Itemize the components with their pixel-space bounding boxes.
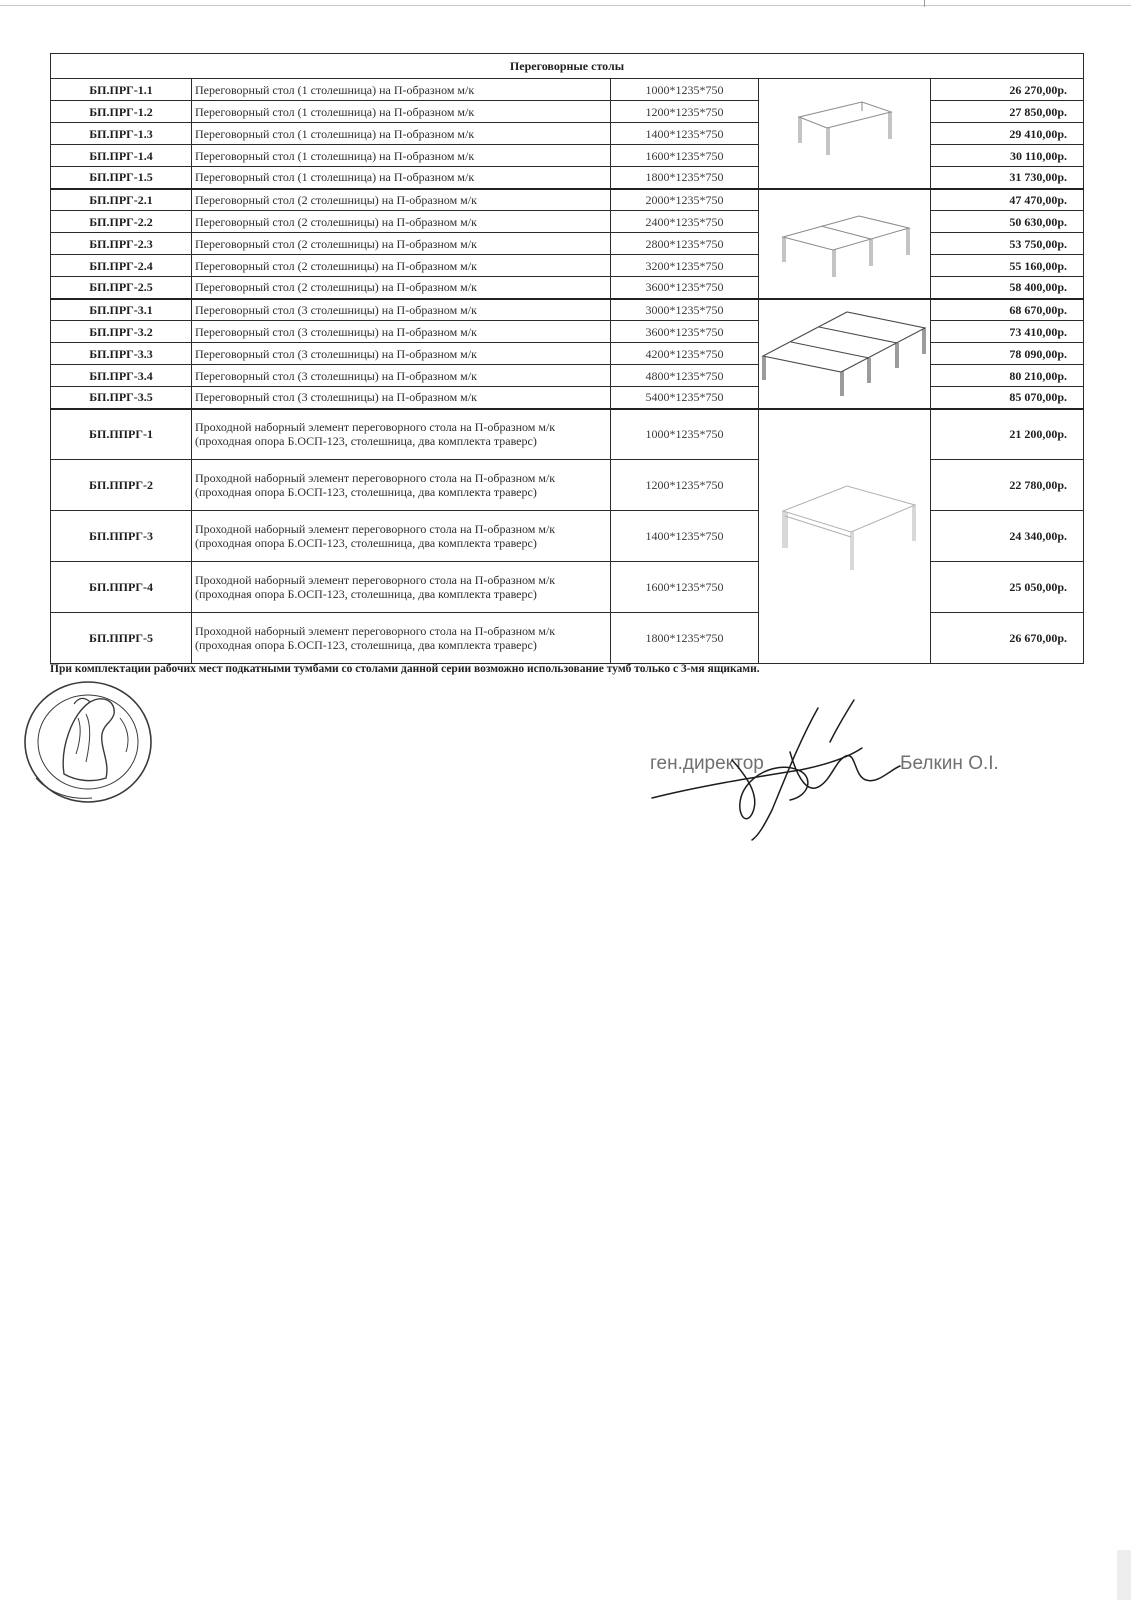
item-price: 68 670,00р. [931,299,1084,321]
item-code: БП.ПРГ-1.2 [51,101,192,123]
item-price: 22 780,00р. [931,460,1084,511]
item-price: 30 110,00р. [931,145,1084,167]
table-row [51,189,1084,211]
item-name: Переговорный стол (1 столешница) на П-образном м/к [192,145,611,167]
item-code: БП.ПРГ-3.2 [51,321,192,343]
item-code: БП.ППРГ-5 [51,613,192,664]
item-size: 1200*1235*750 [611,460,759,511]
item-size: 4200*1235*750 [611,343,759,365]
item-size: 1600*1235*750 [611,145,759,167]
item-code: БП.ПРГ-2.5 [51,277,192,299]
item-code: БП.ППРГ-1 [51,409,192,460]
item-name [192,511,611,562]
item-code: БП.ПРГ-3.3 [51,343,192,365]
item-name: Переговорный стол (1 столешница) на П-образном м/к [192,101,611,123]
item-size: 3600*1235*750 [611,277,759,299]
item-name: Переговорный стол (1 столешница) на П-образном м/к [192,79,611,101]
item-code: БП.ПРГ-2.4 [51,255,192,277]
item-price: 73 410,00р. [931,321,1084,343]
extension-element-icon [759,410,931,660]
item-size: 5400*1235*750 [611,387,759,409]
item-name [192,409,611,460]
item-name: Переговорный стол (1 столешница) на П-образном м/к [192,167,611,189]
table-3-tops-image [759,299,931,409]
meeting-table-two-tops-icon [759,190,931,295]
item-name: Переговорный стол (2 столешницы) на П-образном м/к [192,189,611,211]
item-price: 25 050,00р. [931,562,1084,613]
table-title: Переговорные столы [51,54,1084,79]
item-name-line: (проходная опора Б.ОСП-123, столешница, два комплекта траверс) [195,536,537,550]
item-price: 26 270,00р. [931,79,1084,101]
item-size: 2000*1235*750 [611,189,759,211]
company-seal-stamp [20,678,160,808]
item-code: БП.ПРГ-2.2 [51,211,192,233]
item-size: 1400*1235*750 [611,511,759,562]
table-row [51,409,1084,460]
item-name-line: (проходная опора Б.ОСП-123, столешница, два комплекта траверс) [195,587,537,601]
item-name-line: (проходная опора Б.ОСП-123, столешница, два комплекта траверс) [195,434,537,449]
scan-edge-line [0,5,1131,6]
item-code: БП.ППРГ-4 [51,562,192,613]
item-price: 58 400,00р. [931,277,1084,299]
item-name: Переговорный стол (2 столешницы) на П-образном м/к [192,255,611,277]
item-code: БП.ППРГ-3 [51,511,192,562]
item-name-line: Проходной наборный элемент переговорного стола на П-образном м/к [195,420,556,435]
item-code: БП.ПРГ-3.4 [51,365,192,387]
item-price: 55 160,00р. [931,255,1084,277]
signature-title: ген.директор [650,753,764,774]
item-price: 50 630,00р. [931,211,1084,233]
meeting-table-one-top-icon [759,79,931,184]
item-size: 1400*1235*750 [611,123,759,145]
item-name: Переговорный стол (3 столешницы) на П-образном м/к [192,343,611,365]
item-price: 29 410,00р. [931,123,1084,145]
item-name: Переговорный стол (3 столешницы) на П-образном м/к [192,387,611,409]
item-name: Переговорный стол (2 столешницы) на П-образном м/к [192,277,611,299]
item-price: 21 200,00р. [931,409,1084,460]
extension-element-image [759,409,931,664]
item-name-line: (проходная опора Б.ОСП-123, столешница, два комплекта траверс) [195,485,537,499]
item-price: 26 670,00р. [931,613,1084,664]
scan-edge-shadow [1117,1550,1131,1600]
item-code: БП.ПРГ-3.1 [51,299,192,321]
item-name-line: Проходной наборный элемент переговорного стола на П-образном м/к [195,471,556,485]
item-size: 2800*1235*750 [611,233,759,255]
item-code: БП.ППРГ-2 [51,460,192,511]
item-name: Переговорный стол (3 столешницы) на П-образном м/к [192,365,611,387]
item-code: БП.ПРГ-1.4 [51,145,192,167]
item-name-line: Проходной наборный элемент переговорного стола на П-образном м/к [195,522,556,536]
item-price: 24 340,00р. [931,511,1084,562]
item-code: БП.ПРГ-1.1 [51,79,192,101]
item-size: 1200*1235*750 [611,101,759,123]
item-price: 78 090,00р. [931,343,1084,365]
signature-block [640,690,1040,850]
signature-name: Белкин О.І. [900,753,999,774]
item-size: 1800*1235*750 [611,167,759,189]
item-code: БП.ПРГ-1.5 [51,167,192,189]
item-size: 1000*1235*750 [611,409,759,460]
item-size: 1800*1235*750 [611,613,759,664]
item-size: 1600*1235*750 [611,562,759,613]
item-size: 3000*1235*750 [611,299,759,321]
item-name [192,460,611,511]
item-size: 4800*1235*750 [611,365,759,387]
price-table [50,53,1084,664]
table-2-tops-image [759,189,931,299]
item-name-line: (проходная опора Б.ОСП-123, столешница, два комплекта траверс) [195,638,537,652]
item-code: БП.ПРГ-3.5 [51,387,192,409]
item-price: 80 210,00р. [931,365,1084,387]
item-name: Переговорный стол (2 столешницы) на П-образном м/к [192,233,611,255]
table-row [51,79,1084,101]
footnote: При комплектации рабочих мест подкатными тумбами со столами данной серии возможно использование тумб только с 3-мя ящиками. [50,663,760,675]
item-name [192,562,611,613]
item-size: 3600*1235*750 [611,321,759,343]
item-name: Переговорный стол (3 столешницы) на П-образном м/к [192,299,611,321]
item-code: БП.ПРГ-1.3 [51,123,192,145]
item-size: 1000*1235*750 [611,79,759,101]
scan-edge-tick [924,0,925,7]
item-price: 27 850,00р. [931,101,1084,123]
item-size: 2400*1235*750 [611,211,759,233]
item-size: 3200*1235*750 [611,255,759,277]
table-1-top-image [759,79,931,189]
item-name-line: Проходной наборный элемент переговорного стола на П-образном м/к [195,573,556,587]
item-name: Переговорный стол (1 столешница) на П-образном м/к [192,123,611,145]
item-price: 47 470,00р. [931,189,1084,211]
item-name: Переговорный стол (3 столешницы) на П-образном м/к [192,321,611,343]
meeting-table-three-tops-icon [759,300,931,405]
item-name: Переговорный стол (2 столешницы) на П-образном м/к [192,211,611,233]
item-name [192,613,611,664]
item-code: БП.ПРГ-2.1 [51,189,192,211]
table-title-row [51,54,1084,79]
item-name-line: Проходной наборный элемент переговорного стола на П-образном м/к [195,624,556,638]
table-row [51,299,1084,321]
item-price: 53 750,00р. [931,233,1084,255]
handwritten-signature [640,690,1040,850]
item-code: БП.ПРГ-2.3 [51,233,192,255]
item-price: 31 730,00р. [931,167,1084,189]
item-price: 85 070,00р. [931,387,1084,409]
